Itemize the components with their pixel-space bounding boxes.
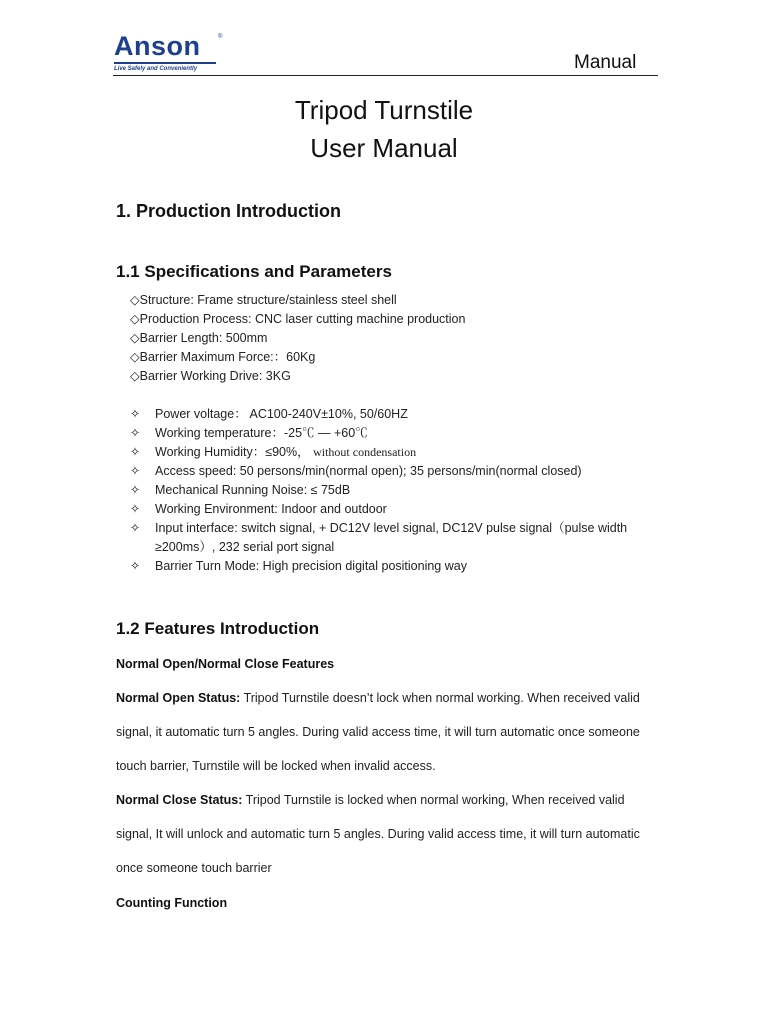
section-heading-features: 1.2 Features Introduction [116,619,320,638]
normal-close-paragraph [116,783,656,885]
diamond-bullet-icon: ✧ [129,521,141,535]
normal-close-label: Normal Close Status: [116,793,243,807]
param-item [128,405,668,424]
param-item [128,462,668,481]
logo-wordmark: Anson [114,31,201,61]
header-section-label: Manual [574,52,637,73]
normal-open-paragraph [116,681,656,783]
param-text: Working temperature：-25℃ — +60℃ [155,426,368,440]
document-title: Tripod Turnstile [294,95,474,125]
normal-open-text: Tripod Turnstile doesn’t lock when normal working. When received valid signal, it automatic turn 5 angles. During valid access time, it will turn automatic once someone touch barrier, Turnstile will be locked when invalid access. [116,691,640,773]
param-text: Access speed: 50 persons/min(normal open); 35 persons/min(normal closed) [155,464,582,478]
registered-mark: ® [218,34,223,40]
diamond-bullet-icon: ✧ [129,483,141,497]
normal-close-text: Tripod Turnstile is locked when normal working, When received valid signal, It will unlock and automatic turn 5 angles. During valid access time, it will turn automatic once someone touch barrier [116,793,640,875]
param-item [128,481,668,500]
param-item [128,424,668,443]
header-divider [113,75,658,76]
logo-tagline: Live Safely and Conveniently [114,66,198,72]
param-text: Working Environment: Indoor and outdoor [155,502,387,516]
specifications-list [130,291,465,386]
diamond-bullet-icon: ✧ [129,502,141,516]
normal-open-label: Normal Open Status: [116,691,241,705]
param-item [128,557,668,576]
param-text-humidity [155,443,645,462]
document-subtitle: User Manual [310,133,458,163]
diamond-bullet-icon: ✧ [129,464,141,478]
param-text: Power voltage： AC100-240V±10%, 50/60HZ [155,407,408,421]
param-text: Barrier Turn Mode: High precision digital positioning way [155,559,467,573]
spec-item: ◇Barrier Maximum Force:：60Kg [130,350,316,364]
diamond-bullet-icon: ✧ [129,559,141,573]
logo-underline [114,62,216,64]
anson-logo [114,32,234,76]
diamond-bullet-icon: ✧ [129,445,141,459]
param-text-serif-suffix: without condensation [313,445,417,459]
param-text: Input interface: switch signal, + DC12V level signal, DC12V pulse signal（pulse width ≥200ms）, 232 serial port signal [155,521,628,554]
spec-item: ◇Barrier Working Drive: 3KG [130,369,291,383]
param-item [128,519,668,557]
subheading-counting-function: Counting Function [116,896,228,910]
spec-item: ◇Structure: Frame structure/stainless steel shell [130,293,397,307]
section-heading-specifications: 1.1 Specifications and Parameters [116,262,392,281]
spec-item: ◇Barrier Length: 500mm [130,331,268,345]
section-heading-production-introduction: 1. Production Introduction [116,201,341,221]
param-text: Working Humidity：≤90%， [155,445,314,459]
param-text: Mechanical Running Noise: ≤ 75dB [155,483,351,497]
spec-item: ◇Production Process: CNC laser cutting machine production [130,312,466,326]
param-item [128,443,668,462]
param-item [128,500,668,519]
diamond-bullet-icon: ✧ [129,426,141,440]
subheading-open-close-features: Normal Open/Normal Close Features [116,657,335,671]
diamond-bullet-icon: ✧ [129,407,141,421]
parameters-list [128,405,668,576]
